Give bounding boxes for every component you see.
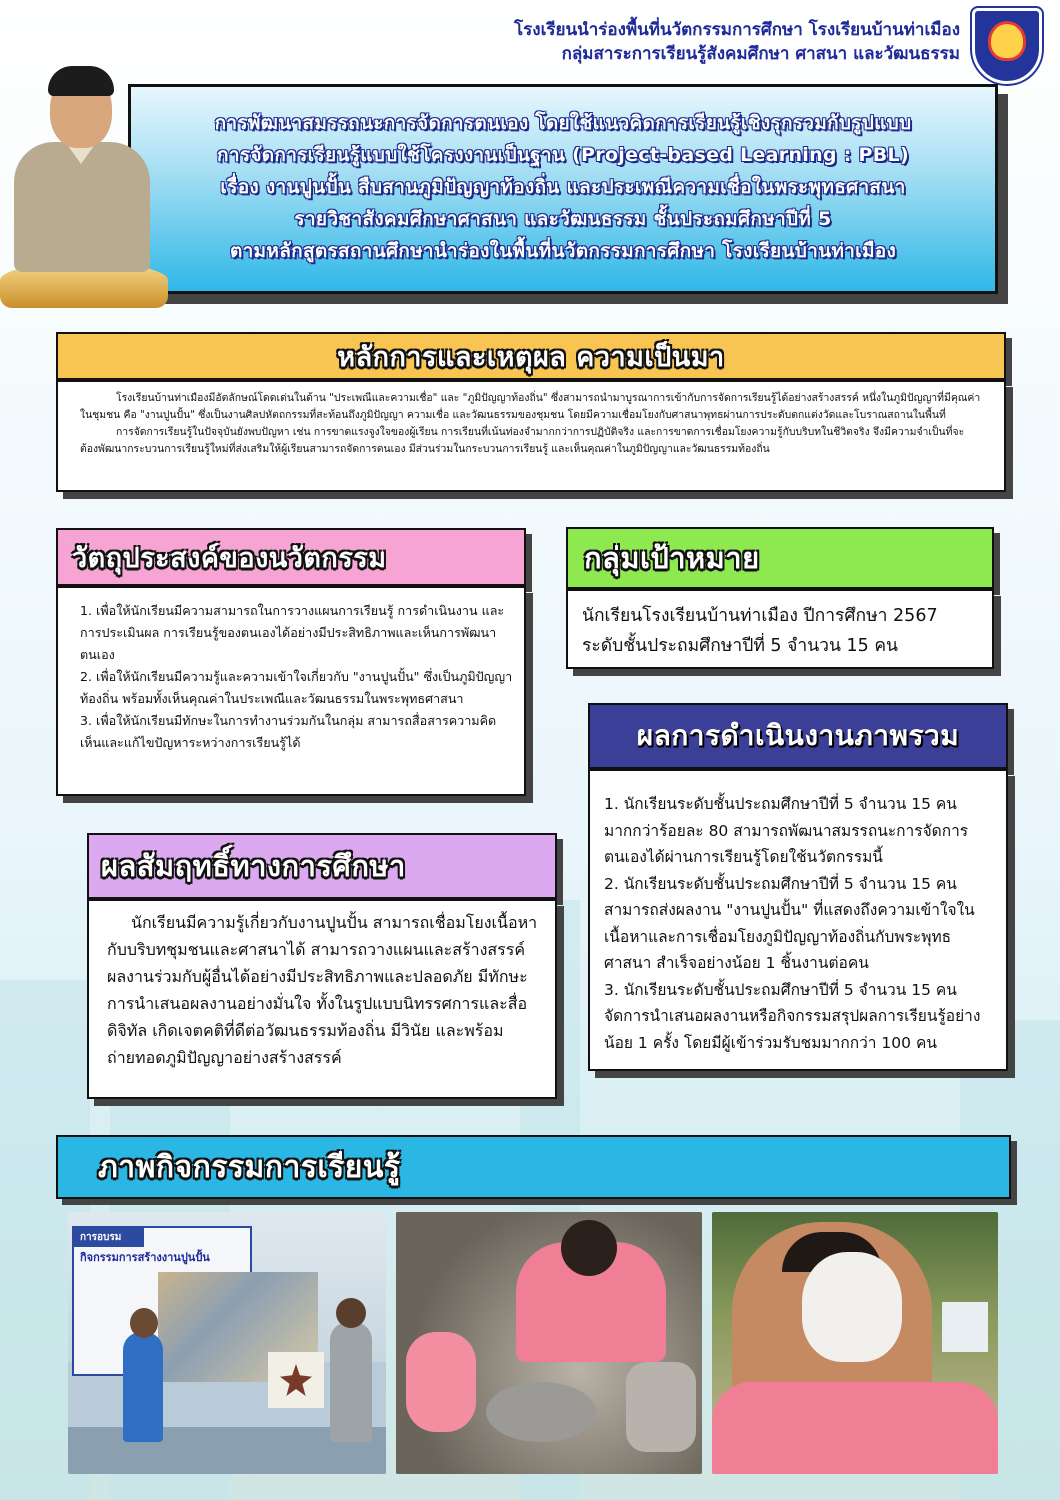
speaker-person — [123, 1332, 163, 1442]
results-heading-bar — [588, 703, 1008, 769]
student-person — [330, 1322, 372, 1442]
title-line: ตามหลักสูตรสถานศึกษานำร่องในพื้นที่นวัตกรรมการศึกษา โรงเรียนบ้านท่าเมือง — [229, 240, 897, 262]
title-line: เรื่อง งานปูนปั้น สืบสานภูมิปัญญาท้องถิ่น และประเพณีความเชื่อในพระพุทธศาสนา — [220, 176, 906, 198]
title-line: รายวิชาสังคมศึกษาศาสนา และวัฒนธรรม ชั้นประถมศึกษาปีที่ 5 — [294, 208, 832, 230]
student-head — [336, 1298, 366, 1328]
title-banner — [128, 84, 998, 294]
objective-item: 3. เพื่อให้นักเรียนมีทักษะในการทำงานร่วมกันในกลุ่ม สามารถสื่อสารความคิดเห็นและแก้ไขปัญหาระหว่างการเรียนรู้ได้ — [80, 713, 497, 750]
results-card — [588, 769, 1008, 1071]
crest-emblem — [988, 21, 1026, 61]
target-heading-bar — [566, 527, 994, 589]
stucco-sculpture — [802, 1252, 902, 1362]
target-line: ระดับชั้นประถมศึกษาปีที่ 5 จำนวน 15 คน — [582, 636, 899, 656]
result-item: 2. นักเรียนระดับชั้นประถมศึกษาปีที่ 5 จำนวน 15 คน สามารถส่งผลงาน "งานปูนปั้น" ที่แสดงถึงความเข้าใจในเนื้อหาและการเชื่อมโยงภูมิปัญญาท้องถิ่นกับพระพุทธศาสนา สำเร็จอย่างน้อย 1 ชิ้นงานต่อคน — [604, 874, 975, 972]
department-name: กลุ่มสาระการเรียนรู้สังคมศึกษา ศาสนา และวัฒนธรรม — [561, 44, 960, 64]
title-text — [151, 107, 975, 267]
teacher-hair — [48, 66, 114, 96]
banner-label: การอบรม — [74, 1228, 144, 1247]
background-box — [942, 1302, 988, 1352]
outcome-heading-bar — [87, 833, 557, 899]
rationale-heading-bar — [56, 332, 1006, 380]
target-line: นักเรียนโรงเรียนบ้านท่าเมือง ปีการศึกษา 2567 — [582, 606, 938, 626]
title-line: การจัดการเรียนรู้แบบใช้โครงงานเป็นฐาน (Project-based Learning : PBL) — [217, 144, 909, 166]
activity-photo-working — [396, 1212, 702, 1474]
school-crest-logo — [972, 8, 1042, 84]
school-header — [514, 18, 960, 66]
target-card — [566, 589, 994, 669]
banner-caption: กิจกรรมการสร้างงานปูนปั้น — [80, 1251, 210, 1264]
objectives-card — [56, 586, 526, 796]
child-pink-shirt — [712, 1382, 998, 1474]
student-head — [561, 1220, 617, 1276]
outcome-card — [87, 899, 557, 1099]
teacher-portrait — [0, 62, 170, 312]
outcome-paragraph: นักเรียนมีความรู้เกี่ยวกับงานปูนปั้น สามารถเชื่อมโยงเนื้อหากับบริบทชุมชนและศาสนาได้ สามารถวางแผนและสร้างสรรค์ผลงานร่วมกับผู้อื่นได้อย่างมีประสิทธิภาพและปลอดภัย มีทักษะการนำเสนอผลงานอย่างมั่นใจ ทั้งในรูปแบบนิทรรศการและสื่อดิจิทัล เกิดเจตคติที่ดีต่อวัฒนธรรมท้องถิ่น มีวินัย และพร้อมถ่ายทอดภูมิปัญญาอย่างสร้างสรรค์ — [107, 913, 538, 1067]
result-item: 1. นักเรียนระดับชั้นประถมศึกษาปีที่ 5 จำนวน 15 คน มากกว่าร้อยละ 80 สามารถพัฒนาสมรรถนะการจัดการตนเองได้ผ่านการเรียนรู้โดยใช้นวัตกรรมนี้ — [604, 795, 969, 866]
result-item: 3. นักเรียนระดับชั้นประถมศึกษาปีที่ 5 จำนวน 15 คน จัดการนำเสนอผลงานหรือกิจกรรมสรุปผลการเรียนรู้อย่างน้อย 1 ครั้ง โดยมีผู้เข้าร่วมรับชมมากกว่า 100 คน — [604, 980, 981, 1052]
target-heading: กลุ่มเป้าหมาย — [584, 541, 760, 575]
objective-item: 2. เพื่อให้นักเรียนมีความรู้และความเข้าใจเกี่ยวกับ "งานปูนปั้น" ซึ่งเป็นภูมิปัญญาท้องถิ่น พร้อมทั้งเห็นคุณค่าในประเพณีและวัฒนธรรมในพระพุทธศาสนา — [80, 669, 513, 706]
title-line: การพัฒนาสมรรถนะการจัดการตนเอง โดยใช้แนวคิดการเรียนรู้เชิงรุกรวมกับรูปแบบ — [214, 112, 912, 134]
student-pink-shirt — [406, 1332, 476, 1432]
results-heading: ผลการดำเนินงานภาพรวม — [636, 719, 960, 752]
speaker-head — [130, 1308, 158, 1338]
objective-item: 1. เพื่อให้นักเรียนมีความสามารถในการวางแผนการเรียนรู้ การดำเนินงาน และการประเมินผล การเรียนรู้ของตนเองได้อย่างมีประสิทธิภาพและเห็นการพัฒนาตนเอง — [80, 603, 505, 662]
rationale-heading: หลักการและเหตุผล ความเป็นมา — [337, 341, 725, 373]
school-name: โรงเรียนนำร่องพื้นที่นวัตกรรมการศึกษา โรงเรียนบ้านท่าเมือง — [514, 20, 960, 40]
rationale-paragraph: การจัดการเรียนรู้ในปัจจุบันยังพบปัญหา เช่น การขาดแรงจูงใจของผู้เรียน การเรียนที่เน้นท่องจำมากกว่าการปฏิบัติจริง และการขาดการเชื่อมโยงความรู้กับบริบทในชีวิตจริง จึงมีความจำเป็นที่จะต้องพัฒนากระบวนการเรียนรู้ใหม่ที่ส่งเสริมให้ผู้เรียนสามารถจัดการตนเอง มีส่วนร่วมในกระบวนการเรียนรู้ และเห็นคุณค่าในภูมิปัญญาและวัฒนธรรมท้องถิ่น — [80, 426, 965, 455]
activities-heading-bar — [56, 1135, 1011, 1199]
activity-photo-training — [68, 1212, 386, 1474]
outcome-heading: ผลสัมฤทธิ์ทางการศึกษา — [101, 849, 406, 883]
activity-photo-showing — [712, 1212, 998, 1474]
activities-heading: ภาพกิจกรรมการเรียนรู้ — [98, 1149, 401, 1185]
objectives-heading-bar — [56, 528, 526, 586]
rationale-paragraph: โรงเรียนบ้านท่าเมืองมีอัตลักษณ์โดดเด่นในด้าน "ประเพณีและความเชื่อ" และ "ภูมิปัญญาท้องถิ่น" ซึ่งสามารถนำมาบูรณาการเข้ากับการจัดการเรียนรู้ได้อย่างสร้างสรรค์ หนึ่งในภูมิปัญญาที่มีคุณค่าในชุมชน คือ "งานปูนปั้น" ซึ่งเป็นงานศิลปหัตถกรรมที่สะท้อนถึงภูมิปัญญา ความเชื่อ และวัฒนธรรมของชุมชน โดยมีความเชื่อมโยงกับศาสนาพุทธผ่านการประดับตกแต่งวัดและโบราณสถานในพื้นที่ — [80, 392, 981, 421]
cement-tray — [486, 1382, 596, 1442]
cement-pile — [626, 1362, 696, 1452]
objectives-heading: วัตถุประสงค์ของนวัตกรรม — [72, 542, 387, 574]
rationale-card — [56, 380, 1006, 492]
